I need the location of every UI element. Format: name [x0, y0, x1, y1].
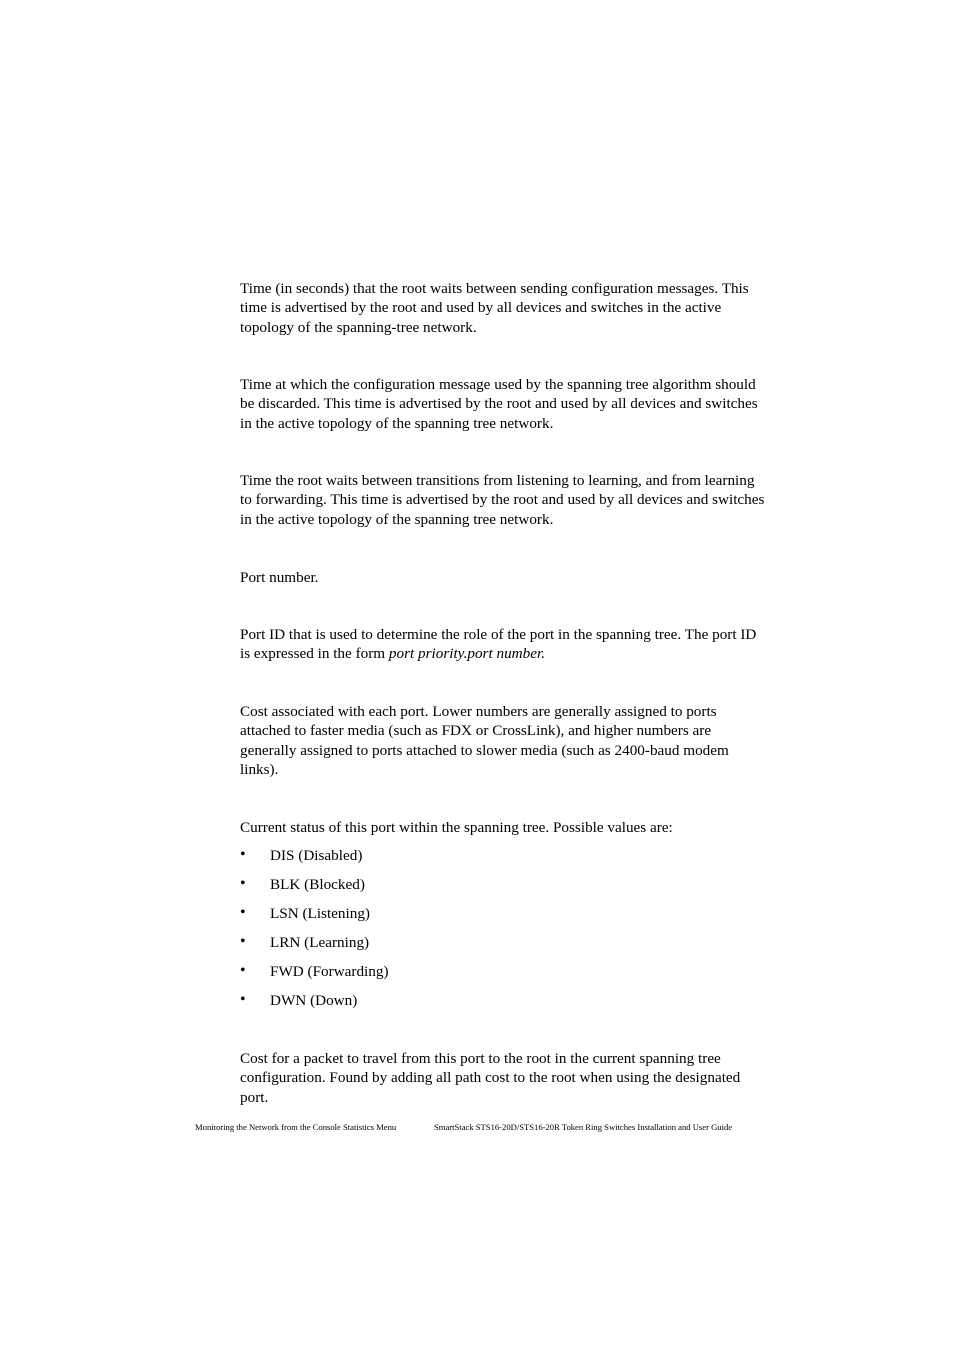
- state-value: LRN (Learning): [270, 934, 370, 951]
- state-value: DWN (Down): [270, 992, 358, 1009]
- forward-delay-description: Time the root waits between transitions from listening to learning, and from learning to forwarding. This time is advertised by the root and used by all devices and switches in the active topology of the spanning tree network.: [240, 472, 765, 528]
- max-age-description: Time at which the configuration message used by the spanning tree algorithm should be discarded. This time is advertised by the root and used by all devices and switches in the active topology of the spanning tree network.: [240, 376, 758, 432]
- designated-cost-description: Cost for a packet to travel from this port to the root in the current spanning tree configuration. Found by adding all path cost to the root when using the designated port.: [240, 1050, 741, 1106]
- state-value: DIS (Disabled): [270, 847, 363, 864]
- port-id-text: Port ID that is used to determine the role of the port in the spanning tree. The port ID is expressed in the form: [240, 626, 757, 663]
- state-value: FWD (Forwarding): [270, 963, 389, 980]
- hello-time-description: Time (in seconds) that the root waits between sending configuration messages. This time is advertised by the root and used by all devices and switches in the active topology of the spanning-tree network.: [240, 280, 749, 336]
- footer-book-title: SmartStack STS16-20D/STS16-20R Token Ring Switches Installation and User Guide: [434, 1122, 733, 1132]
- state-value: LSN (Listening): [270, 905, 370, 922]
- state-description: Current status of this port within the spanning tree. Possible values are:: [240, 819, 673, 836]
- list-item: [240, 875, 770, 904]
- list-item: [240, 904, 770, 933]
- port-description: Port number.: [240, 569, 319, 586]
- list-item: [240, 933, 770, 962]
- port-id-description: [240, 625, 770, 664]
- footer-chapter-title: Monitoring the Network from the Console Statistics Menu: [195, 1122, 397, 1132]
- bullet-icon: •: [240, 933, 246, 950]
- bullet-icon: •: [240, 991, 246, 1008]
- state-values-list: [240, 846, 770, 1020]
- list-item: [240, 846, 770, 875]
- bullet-icon: •: [240, 904, 246, 921]
- path-cost-description: Cost associated with each port. Lower numbers are generally assigned to ports attached to faster media (such as FDX or CrossLink), and higher numbers are generally assigned to ports attached to slower media (such as 2400-baud modem links).: [240, 703, 729, 779]
- port-id-form: port priority.port number.: [388, 645, 545, 663]
- state-value: BLK (Blocked): [270, 876, 365, 893]
- bullet-icon: •: [240, 962, 246, 979]
- list-item: [240, 991, 770, 1020]
- list-item: [240, 962, 770, 991]
- bullet-icon: •: [240, 875, 246, 892]
- bullet-icon: •: [240, 846, 246, 863]
